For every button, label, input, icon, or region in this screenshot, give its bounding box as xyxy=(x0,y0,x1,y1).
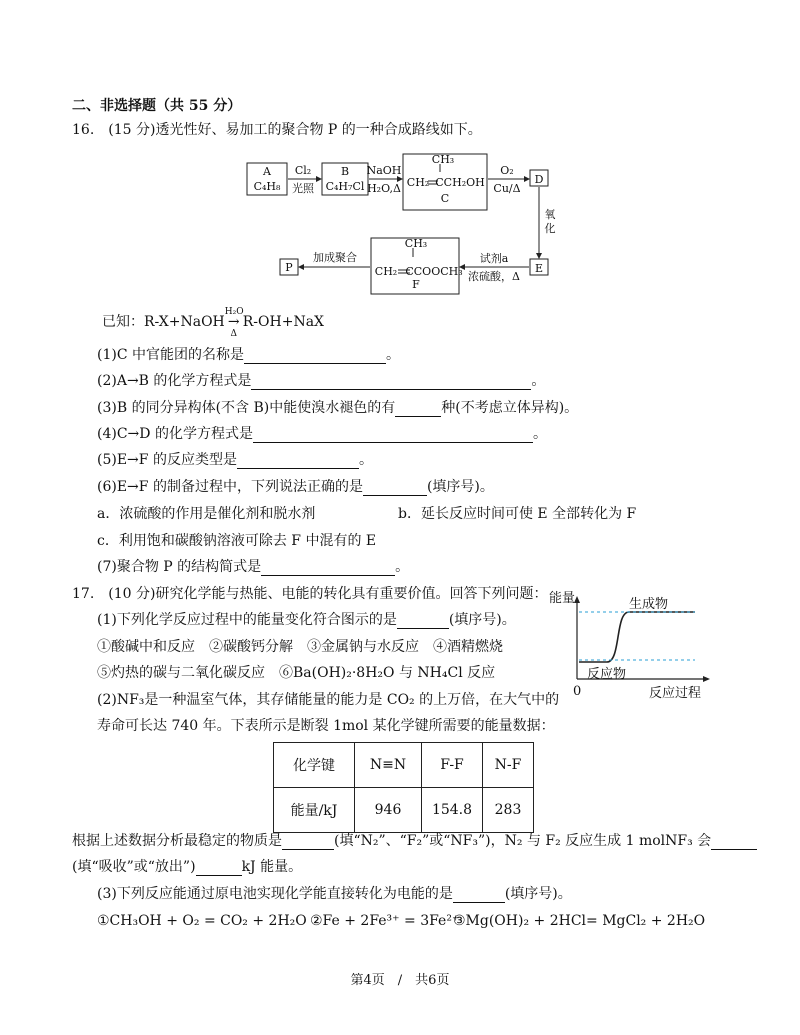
answer-blank[interactable] xyxy=(395,402,441,417)
section-title: 二、非选择题（共 55 分） xyxy=(72,98,242,114)
q17-part-1 xyxy=(97,611,516,629)
q17-part-2-text-3: (填“吸收”或“放出”) xyxy=(72,859,196,875)
arrow5-condition: 浓硫酸，Δ xyxy=(468,270,520,283)
q17-part-2-text: 根据上述数据分析最稳定的物质是 xyxy=(72,833,282,849)
graph-origin: 0 xyxy=(573,684,582,699)
q16-item-1-text: (1)C 中官能团的名称是 xyxy=(97,347,244,363)
q16-item-2-text: (2)A→B 的化学方程式是 xyxy=(97,373,252,389)
compound-c-formula-right: CCH₂OH xyxy=(435,176,485,189)
known-arrow-below: Δ xyxy=(230,329,238,339)
arrow5-reagent: 试剂a xyxy=(479,252,509,265)
q17-options-row-2: ⑤灼热的碳与二氧化碳反应 ⑥Ba(OH)₂·8H₂O 与 NH₄Cl 反应 xyxy=(97,665,496,681)
arrow2-reagent: NaOH xyxy=(366,164,402,177)
compound-c-formula-left: CH₂ xyxy=(406,176,430,189)
q17-stem: 17. (10 分)研究化学能与热能、电能的转化具有重要价值。回答下列问题： xyxy=(72,586,548,602)
period: 。 xyxy=(395,559,410,575)
q17-equation-2: ②Fe + 2Fe³⁺ = 3Fe²⁺ xyxy=(310,913,460,929)
q16-item-3 xyxy=(97,399,578,417)
q17-part-2-tail: kJ 能量。 xyxy=(241,859,303,875)
q17-part-3-text: (3)下列反应能通过原电池实现化学能直接转化为电能的是 xyxy=(97,886,453,902)
q16-item-6-text: (6)E→F 的制备过程中，下列说法正确的是 xyxy=(97,479,363,495)
arrow3-reagent: O₂ xyxy=(500,164,514,177)
compound-f-formula-left: CH₂ xyxy=(374,265,398,278)
table-cell: 283 xyxy=(483,788,534,833)
arrow1-condition: 光照 xyxy=(292,182,314,195)
q16-option-b: b．延长反应时间可使 E 全部转化为 F xyxy=(398,506,637,522)
graph-ylabel: 能量 xyxy=(549,591,576,606)
known-arrow: H₂O → Δ xyxy=(225,313,243,331)
table-header-cell: N-F xyxy=(483,743,534,788)
compound-f-formula-right: CCOOCH₃ xyxy=(405,265,463,278)
graph-product-label: 生成物 xyxy=(629,597,669,612)
q16-item-7 xyxy=(97,558,409,576)
q16-item-1 xyxy=(97,346,400,364)
known-suffix: R-OH+NaX xyxy=(242,314,325,330)
compound-f-label: F xyxy=(412,278,420,291)
synthesis-route-diagram xyxy=(230,148,560,298)
arrow2-condition: H₂O,Δ xyxy=(367,182,401,195)
box-b-label: B xyxy=(340,165,350,178)
box-p-label: P xyxy=(285,261,293,274)
table-row-label: 能量/kJ xyxy=(274,788,355,833)
table-row xyxy=(274,788,534,833)
oxidation-char-1: 氧 xyxy=(544,208,556,221)
table-header-cell: 化学键 xyxy=(274,743,355,788)
q17-part-3 xyxy=(97,885,572,903)
q17-part-2-line-1: (2)NF₃是一种温室气体，其存储能量的能力是 CO₂ 的上万倍，在大气中的 xyxy=(97,692,560,708)
compound-c-label: C xyxy=(440,192,450,205)
oxidation-char-2: 化 xyxy=(544,222,556,235)
energy-curve xyxy=(579,612,695,662)
q16-item-4 xyxy=(97,425,547,443)
q16-item-2 xyxy=(97,372,545,390)
q16-item-3-text: (3)B 的同分异构体(不含 B)中能使溴水褪色的有 xyxy=(97,400,396,416)
answer-blank[interactable] xyxy=(453,888,505,903)
answer-blank[interactable] xyxy=(282,835,334,850)
arrow3-condition: Cu/Δ xyxy=(493,182,521,195)
q16-item-7-text: (7)聚合物 P 的结构简式是 xyxy=(97,559,262,575)
table-header-cell: N≡N xyxy=(355,743,422,788)
q17-part-1-text: (1)下列化学反应过程中的能量变化符合图示的是 xyxy=(97,612,397,628)
q17-part-2-text-2: (填“N₂”、“F₂”或“NF₃”)，N₂ 与 F₂ 反应生成 1 molNF₃ 会 xyxy=(334,833,712,849)
period: 。 xyxy=(531,373,546,389)
q16-option-c: c．利用饱和碳酸钠溶液可除去 F 中混有的 E xyxy=(97,533,377,549)
arrow6-reaction-type: 加成聚合 xyxy=(313,251,357,264)
answer-blank[interactable] xyxy=(251,375,531,390)
graph-reactant-label: 反应物 xyxy=(587,667,627,682)
q17-part-3-tail: (填序号)。 xyxy=(504,886,572,902)
graph-xlabel: 反应过程 xyxy=(649,686,702,701)
answer-blank[interactable] xyxy=(363,481,427,496)
compound-c-methyl: CH₃ xyxy=(431,153,455,166)
page-footer: 第4页 / 共6页 xyxy=(350,973,450,988)
compound-f-methyl: CH₃ xyxy=(404,237,428,250)
known-prefix: 已知：R-X+NaOH xyxy=(102,314,225,330)
answer-blank[interactable] xyxy=(253,428,533,443)
period: 。 xyxy=(358,452,373,468)
q16-item-5-text: (5)E→F 的反应类型是 xyxy=(97,452,237,468)
q17-part-1-tail: (填序号)。 xyxy=(448,612,516,628)
q17-part-2-question xyxy=(72,832,757,850)
q17-equation-3: ③Mg(OH)₂ + 2HCl= MgCl₂ + 2H₂O xyxy=(453,913,706,929)
box-b-formula: C₄H₇Cl xyxy=(325,180,365,193)
q17-equation-1: ①CH₃OH + O₂ = CO₂ + 2H₂O xyxy=(97,913,307,929)
q17-part-2-question-2 xyxy=(72,858,302,876)
q16-option-a: a．浓硫酸的作用是催化剂和脱水剂 xyxy=(97,506,316,522)
table-header-cell: F-F xyxy=(422,743,483,788)
period: 。 xyxy=(386,347,400,363)
answer-blank[interactable] xyxy=(244,349,386,364)
q17-options-row-1: ①酸碱中和反应 ②碳酸钙分解 ③金属钠与水反应 ④酒精燃烧 xyxy=(97,639,503,655)
known-reaction xyxy=(102,307,325,339)
q16-item-4-text: (4)C→D 的化学方程式是 xyxy=(97,426,253,442)
answer-blank[interactable] xyxy=(196,861,242,876)
answer-blank[interactable] xyxy=(261,561,395,576)
table-cell: 154.8 xyxy=(422,788,483,833)
table-row xyxy=(274,743,534,788)
known-arrow-above: H₂O xyxy=(224,307,244,317)
energy-diagram xyxy=(545,585,715,703)
q16-stem: 16. (15 分)透光性好、易加工的聚合物 P 的一种合成路线如下。 xyxy=(72,122,482,138)
q16-item-6-tail: (填序号)。 xyxy=(426,479,494,495)
q17-part-2-line-2: 寿命可长达 740 年。下表所示是断裂 1mol 某化学键所需要的能量数据： xyxy=(97,718,555,734)
answer-blank[interactable] xyxy=(711,835,757,850)
q16-item-3-tail: 种(不考虑立体异构)。 xyxy=(441,400,579,416)
arrow1-reagent: Cl₂ xyxy=(294,164,312,177)
answer-blank[interactable] xyxy=(397,614,449,629)
period: 。 xyxy=(532,426,547,442)
table-cell: 946 xyxy=(355,788,422,833)
box-a-formula: C₄H₈ xyxy=(253,180,281,193)
box-a-label: A xyxy=(263,165,271,178)
bond-energy-table xyxy=(273,742,534,833)
q16-item-5 xyxy=(97,451,373,469)
answer-blank[interactable] xyxy=(237,454,359,469)
box-d-label: D xyxy=(534,173,544,186)
box-e-label: E xyxy=(534,262,544,275)
q16-item-6 xyxy=(97,478,494,496)
